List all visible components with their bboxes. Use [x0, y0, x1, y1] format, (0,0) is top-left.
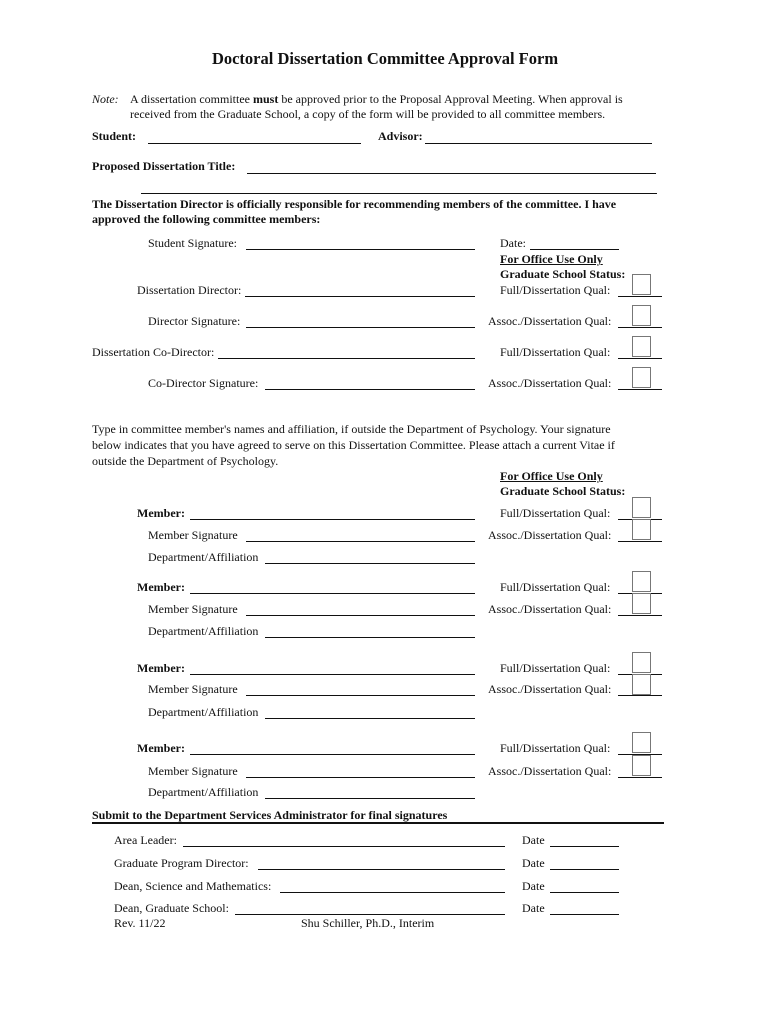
member-2-affiliation-label: Department/Affiliation — [148, 624, 259, 638]
member-grad-status-label: Graduate School Status: — [500, 484, 626, 498]
page-title: Doctoral Dissertation Committee Approval Form — [211, 49, 559, 68]
dean-science-date-field[interactable] — [550, 892, 619, 893]
member-1-signature-field[interactable] — [246, 541, 475, 542]
member-1-full-qual-checkbox[interactable] — [632, 497, 651, 518]
director-full-qual-checkbox[interactable] — [632, 274, 651, 295]
member-1-affiliation-label: Department/Affiliation — [148, 550, 259, 564]
student-signature-label: Student Signature: — [148, 236, 237, 250]
note-text-line2: received from the Graduate School, a copy of the form will be provided to all committee members. — [130, 107, 606, 121]
member-2-full-qual-checkbox[interactable] — [632, 571, 651, 592]
member-4-affiliation-field[interactable] — [265, 798, 475, 799]
co-director-signature-label: Co-Director Signature: — [148, 376, 259, 390]
co-director-signature-field[interactable] — [265, 389, 475, 390]
member-3-assoc-qual-label: Assoc./Dissertation Qual: — [488, 682, 612, 696]
director-full-qual-label: Full/Dissertation Qual: — [500, 283, 611, 297]
member-3-full-qual-label: Full/Dissertation Qual: — [500, 661, 611, 675]
note-post: be approved prior to the Proposal Approval Meeting. When approval is — [278, 92, 623, 106]
director-assoc-qual-line — [618, 327, 662, 328]
co-director-label: Dissertation Co-Director: — [92, 345, 215, 359]
member-1-assoc-qual-checkbox[interactable] — [632, 519, 651, 540]
member-4-full-qual-label: Full/Dissertation Qual: — [500, 741, 611, 755]
grad-program-director-date-field[interactable] — [550, 869, 619, 870]
student-signature-field[interactable] — [246, 249, 475, 250]
member-2-affiliation-field[interactable] — [265, 637, 475, 638]
date-label: Date: — [500, 236, 526, 250]
dean-graduate-date-field[interactable] — [550, 914, 619, 915]
revision-label: Rev. 11/22 — [114, 916, 166, 930]
submit-divider — [92, 822, 664, 824]
area-leader-label: Area Leader: — [114, 833, 177, 847]
submit-heading: Submit to the Department Services Administrator for final signatures — [92, 808, 448, 822]
grad-program-director-label: Graduate Program Director: — [114, 856, 249, 870]
member-4-label: Member: — [137, 741, 185, 755]
note-label: Note: — [92, 92, 119, 106]
members-intro-line2: below indicates that you have agreed to serve on this Dissertation Committee. Please attach a current Vitae if — [92, 438, 615, 452]
member-4-assoc-qual-checkbox[interactable] — [632, 755, 651, 776]
member-3-affiliation-field[interactable] — [265, 718, 475, 719]
member-3-field[interactable] — [190, 674, 475, 675]
note-text-line1 — [130, 92, 623, 107]
member-2-field[interactable] — [190, 593, 475, 594]
member-3-full-qual-checkbox[interactable] — [632, 652, 651, 673]
member-3-signature-field[interactable] — [246, 695, 475, 696]
student-label: Student: — [92, 129, 137, 143]
member-1-affiliation-field[interactable] — [265, 563, 475, 564]
member-4-full-qual-checkbox[interactable] — [632, 732, 651, 753]
dean-science-date-label: Date — [522, 879, 545, 893]
member-4-signature-field[interactable] — [246, 777, 475, 778]
member-2-assoc-qual-checkbox[interactable] — [632, 593, 651, 614]
director-full-qual-line — [618, 296, 662, 297]
grad-program-director-date-label: Date — [522, 856, 545, 870]
note-must: must — [252, 92, 279, 106]
dean-graduate-label: Dean, Graduate School: — [114, 901, 229, 915]
proposed-title-field[interactable] — [247, 173, 656, 174]
date-field[interactable] — [530, 249, 619, 250]
member-1-label: Member: — [137, 506, 185, 520]
member-2-signature-field[interactable] — [246, 615, 475, 616]
director-statement-line1: The Dissertation Director is officially responsible for recommending members of the committee. I have — [92, 197, 617, 211]
interim-dean-name: Shu Schiller, Ph.D., Interim — [301, 916, 435, 930]
grad-status-label: Graduate School Status: — [500, 267, 626, 281]
codirector-assoc-qual-label: Assoc./Dissertation Qual: — [488, 376, 612, 390]
note-pre: A dissertation committee — [130, 92, 253, 106]
area-leader-date-field[interactable] — [550, 846, 619, 847]
proposed-title-label: Proposed Dissertation Title: — [92, 159, 236, 173]
director-statement-line2: approved the following committee members: — [92, 212, 321, 226]
proposed-title-field-2[interactable] — [141, 193, 657, 194]
member-4-affiliation-label: Department/Affiliation — [148, 785, 259, 799]
member-2-assoc-qual-label: Assoc./Dissertation Qual: — [488, 602, 612, 616]
member-3-label: Member: — [137, 661, 185, 675]
member-1-field[interactable] — [190, 519, 475, 520]
director-signature-field[interactable] — [246, 327, 475, 328]
member-2-signature-label: Member Signature — [148, 602, 238, 616]
grad-program-director-field[interactable] — [258, 869, 505, 870]
member-3-assoc-qual-checkbox[interactable] — [632, 674, 651, 695]
dean-science-label: Dean, Science and Mathematics: — [114, 879, 272, 893]
codirector-full-qual-label: Full/Dissertation Qual: — [500, 345, 611, 359]
dissertation-director-field[interactable] — [245, 296, 475, 297]
member-2-assoc-qual-line — [618, 615, 662, 616]
dissertation-director-label: Dissertation Director: — [137, 283, 242, 297]
codirector-assoc-qual-line — [618, 389, 662, 390]
area-leader-date-label: Date — [522, 833, 545, 847]
codirector-full-qual-checkbox[interactable] — [632, 336, 651, 357]
members-intro-line1: Type in committee member's names and affiliation, if outside the Department of Psychology. Your signature — [92, 422, 611, 436]
member-1-full-qual-label: Full/Dissertation Qual: — [500, 506, 611, 520]
dean-graduate-field[interactable] — [235, 914, 505, 915]
codirector-assoc-qual-checkbox[interactable] — [632, 367, 651, 388]
member-office-use-label: For Office Use Only — [500, 469, 603, 483]
dean-graduate-date-label: Date — [522, 901, 545, 915]
member-1-assoc-qual-label: Assoc./Dissertation Qual: — [488, 528, 612, 542]
member-4-assoc-qual-label: Assoc./Dissertation Qual: — [488, 764, 612, 778]
dean-science-field[interactable] — [280, 892, 505, 893]
director-signature-label: Director Signature: — [148, 314, 241, 328]
member-3-signature-label: Member Signature — [148, 682, 238, 696]
student-field[interactable] — [148, 143, 361, 144]
co-director-field[interactable] — [218, 358, 475, 359]
member-1-signature-label: Member Signature — [148, 528, 238, 542]
director-assoc-qual-checkbox[interactable] — [632, 305, 651, 326]
office-use-label: For Office Use Only — [500, 252, 603, 266]
member-2-label: Member: — [137, 580, 185, 594]
member-2-full-qual-label: Full/Dissertation Qual: — [500, 580, 611, 594]
member-4-assoc-qual-line — [618, 777, 662, 778]
advisor-label: Advisor: — [378, 129, 423, 143]
area-leader-field[interactable] — [183, 846, 505, 847]
member-4-signature-label: Member Signature — [148, 764, 238, 778]
member-3-affiliation-label: Department/Affiliation — [148, 705, 259, 719]
member-1-assoc-qual-line — [618, 541, 662, 542]
advisor-field[interactable] — [425, 143, 652, 144]
members-intro-line3: outside the Department of Psychology. — [92, 454, 279, 468]
member-3-assoc-qual-line — [618, 695, 662, 696]
codirector-full-qual-line — [618, 358, 662, 359]
director-assoc-qual-label: Assoc./Dissertation Qual: — [488, 314, 612, 328]
member-4-field[interactable] — [190, 754, 475, 755]
